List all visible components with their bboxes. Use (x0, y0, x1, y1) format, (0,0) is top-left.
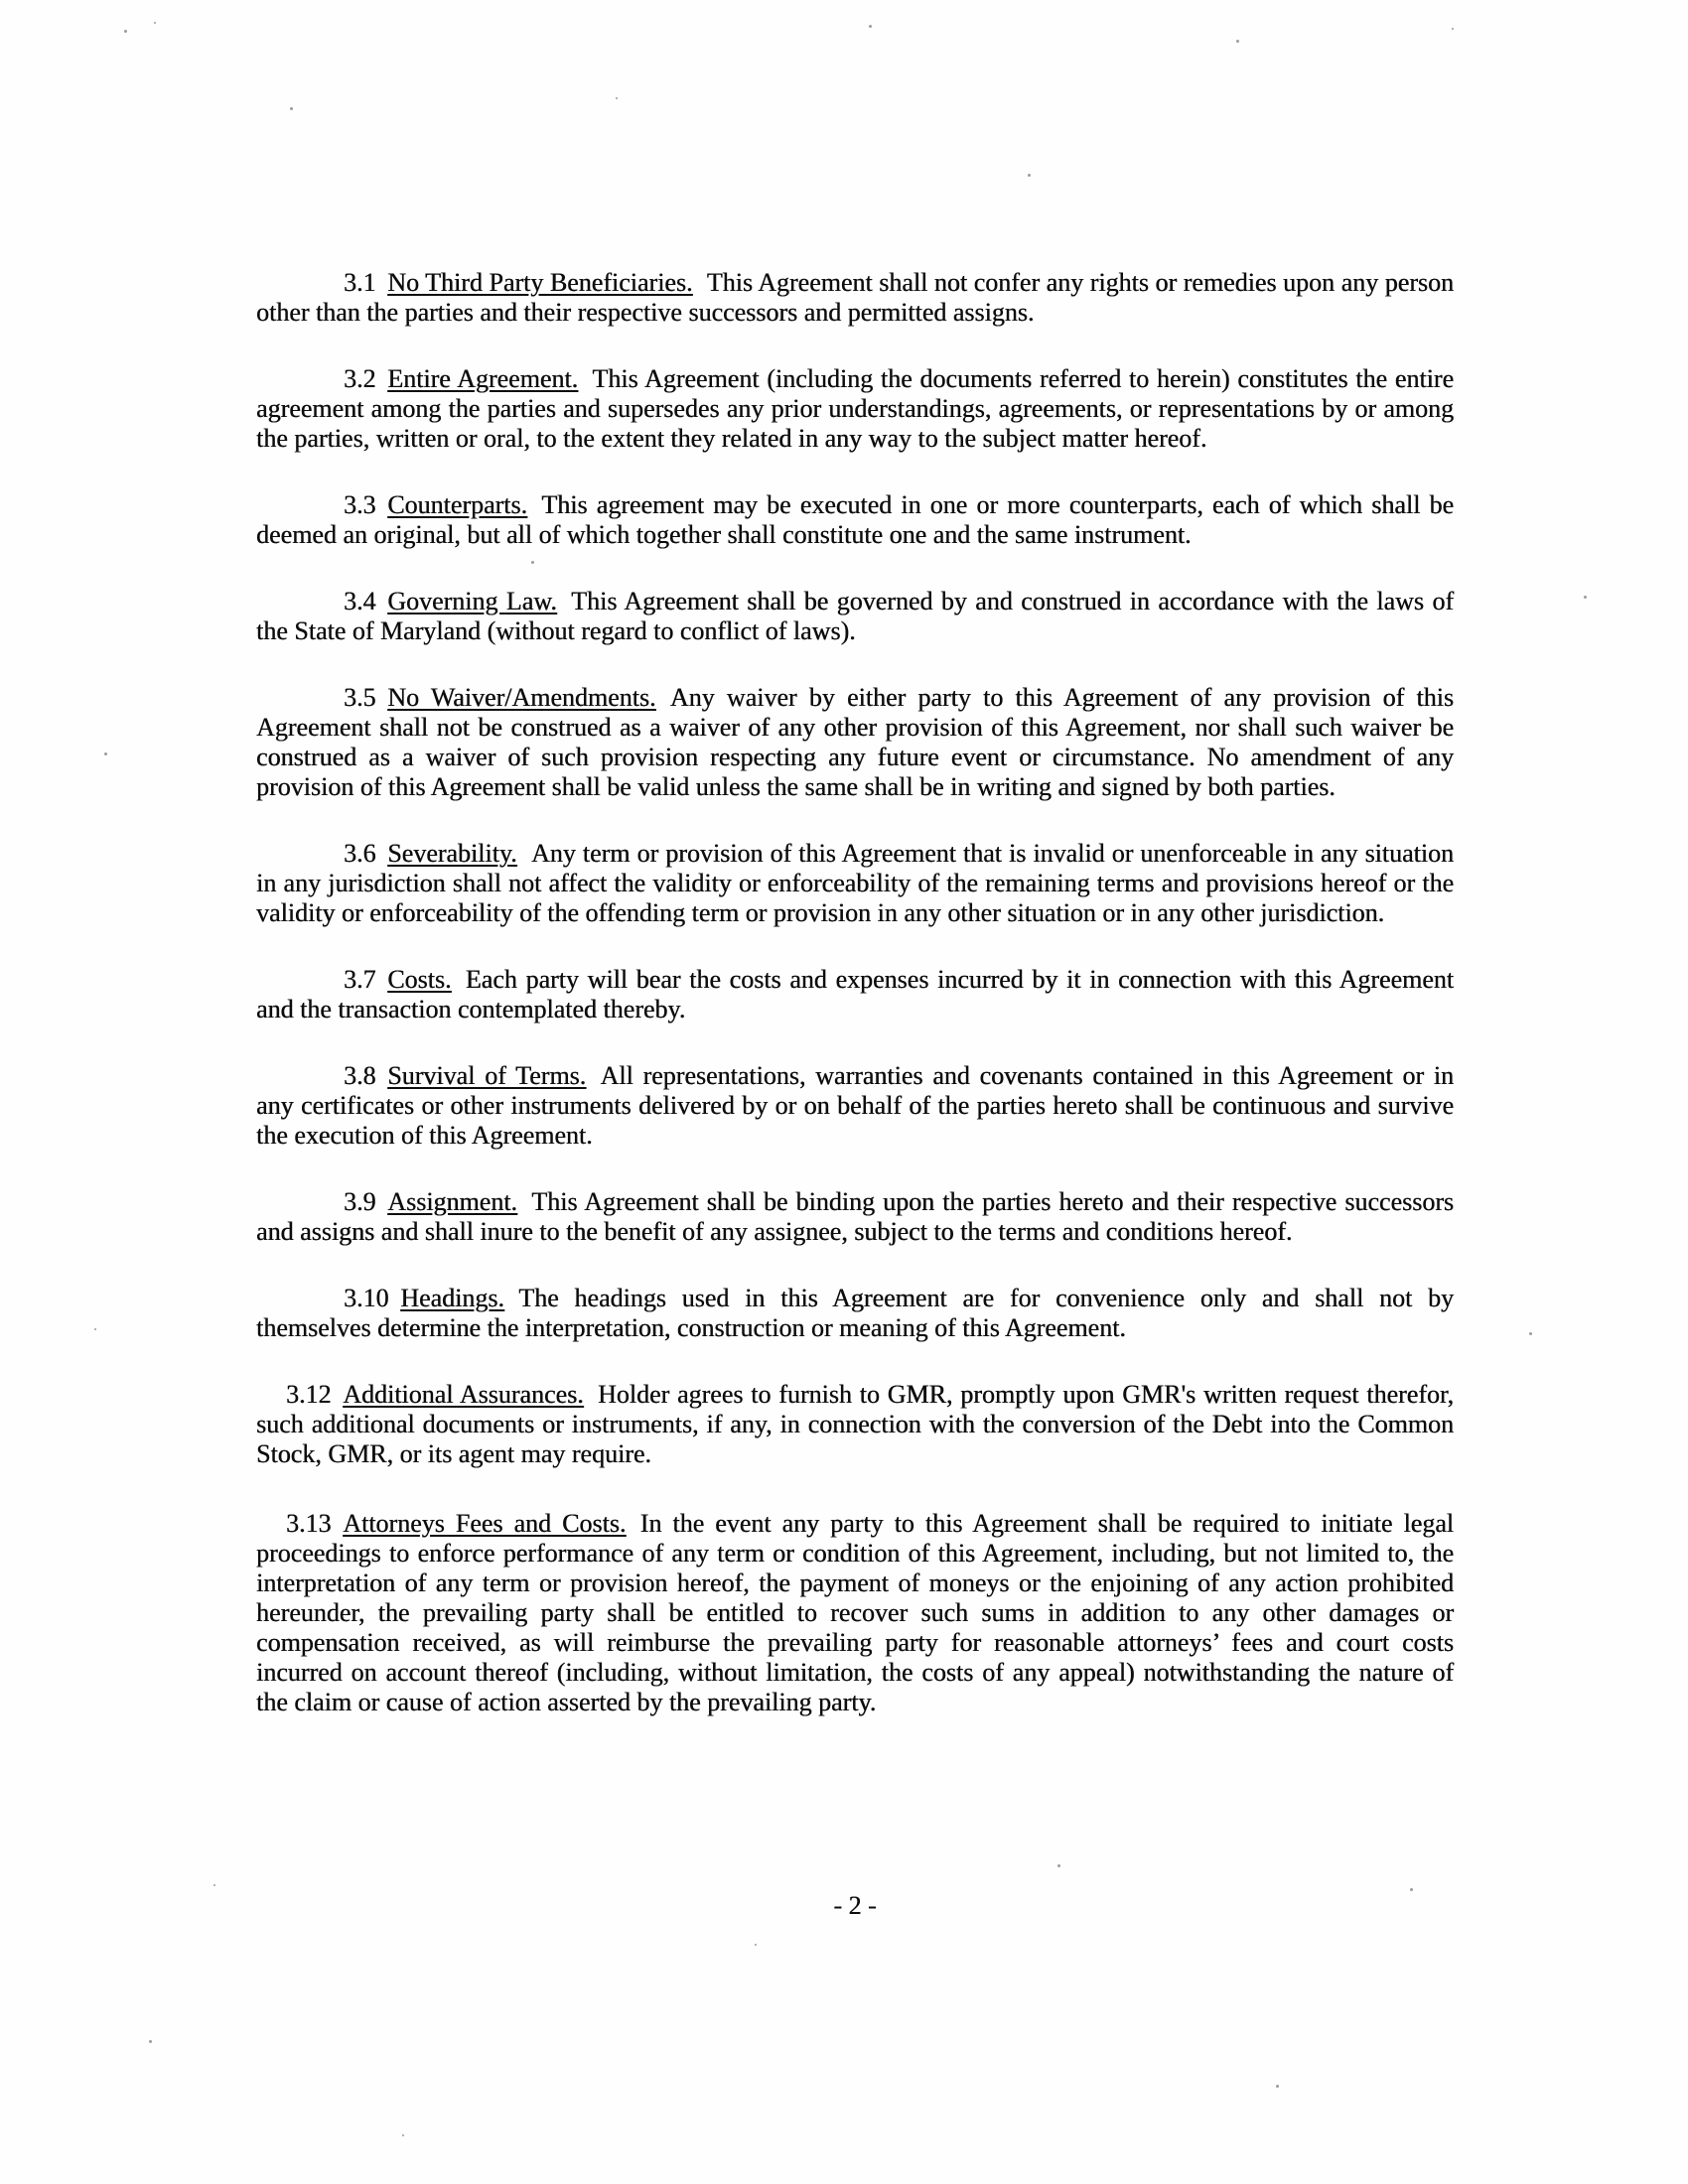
scan-speckle (213, 1884, 215, 1886)
section-title: Entire Agreement. (387, 364, 579, 393)
section-body-text: Any waiver by either party to this Agreement of any provision of this Agreement shall not be construed as a waiver of any other provision of this Agreement, nor shall such waiver be construed as a waiver of such provision respecting any future event or circumstance. No amendment of any provision of this Agreement shall be valid unless the same shall be in writing and signed by both parties. (256, 683, 1454, 801)
section-title: Severability. (387, 839, 517, 868)
section-number: 3.12 (286, 1380, 332, 1409)
section-3-6 (256, 839, 1454, 928)
section-body-text: This Agreement shall not confer any rights or remedies upon any person other than the parties and their respective successors and permitted assigns. (256, 268, 1454, 327)
section-title: Assignment. (387, 1187, 517, 1216)
section-body-text: Each party will bear the costs and expenses incurred by it in connection with this Agreement and the transaction contemplated thereby. (256, 965, 1454, 1024)
document-body (256, 268, 1454, 1757)
section-3-9 (256, 1187, 1454, 1247)
section-title: Additional Assurances. (343, 1380, 584, 1409)
section-3-10 (256, 1284, 1454, 1343)
scan-speckle (616, 97, 618, 99)
section-title: Attorneys Fees and Costs. (343, 1509, 627, 1538)
section-3-2 (256, 364, 1454, 454)
section-number: 3.7 (344, 965, 376, 994)
scan-speckle (290, 107, 293, 110)
section-3-1 (256, 268, 1454, 328)
scan-speckle (402, 2134, 404, 2136)
section-body-text: In the event any party to this Agreement shall be required to initiate legal proceedings to enforce performance of any term or condition of this Agreement, including, but not limited to, the interpretation of any term or provision hereof, the payment of moneys or the enjoining of any action prohibited hereunder, the prevailing party shall be entitled to recover such sums in addition to any other damages or compensation received, as will reimburse the prevailing party for reasonable attorneys’ fees and court costs incurred on account thereof (including, without limitation, the costs of any appeal) notwithstanding the nature of the claim or cause of action asserted by the prevailing party. (256, 1509, 1454, 1716)
scan-speckle (1276, 2085, 1279, 2088)
section-body-text: This Agreement shall be binding upon the parties hereto and their respective successors and assigns and shall inure to the benefit of any assignee, subject to the terms and conditions hereof. (256, 1187, 1454, 1246)
scan-speckle (154, 22, 156, 24)
scan-speckle (755, 1944, 757, 1946)
section-number: 3.5 (344, 683, 376, 712)
section-title: Headings. (400, 1284, 504, 1312)
scan-speckle (104, 752, 107, 755)
scan-speckle (94, 1328, 96, 1330)
section-number: 3.2 (344, 364, 376, 393)
section-3-13 (256, 1509, 1454, 1717)
section-3-12 (256, 1380, 1454, 1469)
section-3-4 (256, 587, 1454, 646)
section-number: 3.4 (344, 587, 376, 615)
scan-speckle (869, 25, 872, 28)
scan-speckle (149, 2040, 152, 2043)
section-title: No Waiver/Amendments. (387, 683, 656, 712)
section-body-text: This agreement may be executed in one or more counterparts, each of which shall be deemed an original, but all of which together shall constitute one and the same instrument. (256, 490, 1454, 549)
section-title: Counterparts. (387, 490, 527, 519)
section-number: 3.9 (344, 1187, 376, 1216)
section-title: No Third Party Beneficiaries. (387, 268, 693, 297)
section-body-text: Any term or provision of this Agreement that is invalid or unenforceable in any situation in any jurisdiction shall not affect the validity or enforceability of the remaining terms and provisions hereof or the validity or enforceability of the offending term or provision in any other situation or in any other jurisdiction. (256, 839, 1454, 927)
scan-speckle (1236, 40, 1239, 43)
section-number: 3.3 (344, 490, 376, 519)
section-3-8 (256, 1061, 1454, 1151)
section-body-text: Holder agrees to furnish to GMR, promptly upon GMR's written request therefor, such additional documents or instruments, if any, in connection with the conversion of the Debt into the Common Stock, GMR, or its agent may require. (256, 1380, 1454, 1468)
section-title: Survival of Terms. (387, 1061, 587, 1090)
scan-speckle (1057, 1864, 1060, 1867)
section-body-text: All representations, warranties and covenants contained in this Agreement or in any certificates or other instruments delivered by or on behalf of the parties hereto shall be continuous and survive the execution of this Agreement. (256, 1061, 1454, 1150)
section-body-text: The headings used in this Agreement are for convenience only and shall not by themselves determine the interpretation, construction or meaning of this Agreement. (256, 1284, 1454, 1342)
section-number: 3.1 (344, 268, 376, 297)
scan-speckle (1452, 28, 1454, 30)
scan-speckle (1584, 596, 1587, 599)
section-title: Governing Law. (387, 587, 557, 615)
scan-speckle (1529, 1332, 1532, 1335)
section-number: 3.8 (344, 1061, 376, 1090)
section-3-3 (256, 490, 1454, 550)
section-title: Costs. (387, 965, 452, 994)
section-number: 3.13 (286, 1509, 332, 1538)
section-number: 3.6 (344, 839, 376, 868)
scan-speckle (124, 30, 127, 33)
scan-speckle (1028, 174, 1031, 177)
section-body-text: This Agreement shall be governed by and construed in accordance with the laws of the State of Maryland (without regard to conflict of laws). (256, 587, 1454, 645)
section-number: 3.10 (344, 1284, 389, 1312)
section-body-text: This Agreement (including the documents referred to herein) constitutes the entire agreement among the parties and supersedes any prior understandings, agreements, or representations by or among the parties, written or oral, to the extent they related in any way to the subject matter hereof. (256, 364, 1454, 453)
page-number: - 2 - (833, 1891, 877, 1920)
section-3-7 (256, 965, 1454, 1024)
section-3-5 (256, 683, 1454, 802)
